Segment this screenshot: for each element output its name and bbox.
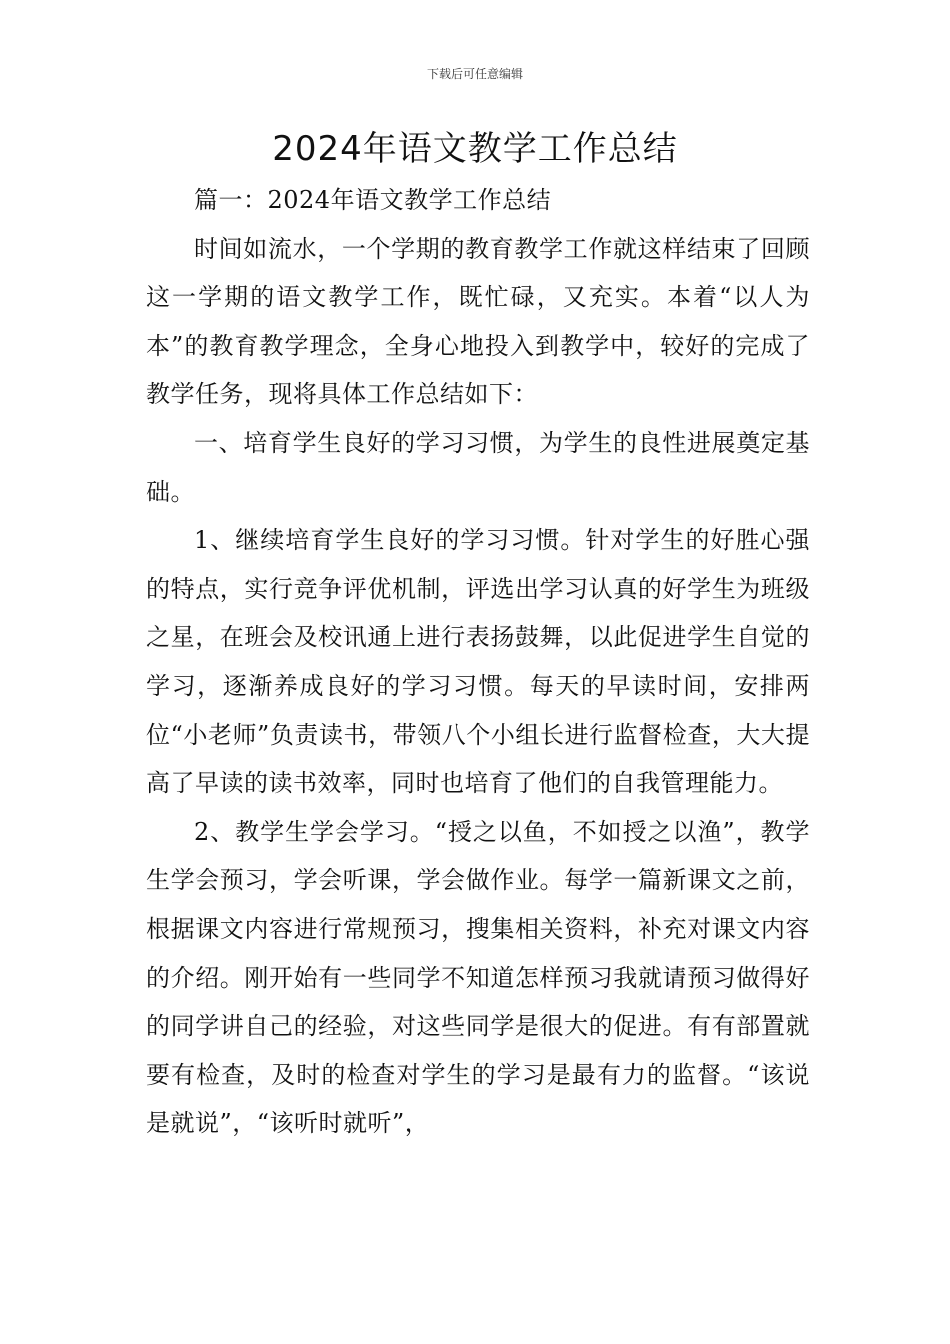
paragraph-point-2: 2、教学生学会学习。“授之以鱼，不如授之以渔”，教学生学会预习，学会听课，学会做作业。每学一篇新课文之前，根据课文内容进行常规预习，搜集相关资料，补充对课文内容的介绍。刚开始有一些同学不知道怎样预习我就请预习做得好的同学讲自己的经验，对这些同学是很大的促进。有有部置就要有检查，及时的检查对学生的学习是最有力的监督。“该说是就说”，“该听时就听”， bbox=[146, 817, 810, 1138]
document-title: 2024年语文教学工作总结 bbox=[272, 129, 678, 169]
paragraph-intro: 时间如流水，一个学期的教育教学工作就这样结束了回顾这一学期的语文教学工作，既忙碌，又充实。本着“以人为本”的教育教学理念，全身心地投入到教学中，较好的完成了教学任务，现将具体工作总结如下： bbox=[146, 234, 810, 409]
paragraph-section-heading: 一、培育学生良好的学习习惯，为学生的良性进展奠定基础。 bbox=[146, 428, 810, 506]
paragraph-subtitle: 篇一：2024年语文教学工作总结 bbox=[194, 186, 552, 214]
paragraph-point-1: 1、继续培育学生良好的学习习惯。针对学生的好胜心强的特点，实行竞争评优机制，评选出学习认真的好学生为班级之星，在班会及校讯通上进行表扬鼓舞，以此促进学生自觉的学习，逐渐养成良好的学习习惯。每天的早读时间，安排两位“小老师”负责读书，带领八个小组长进行监督检查，大大提高了早读的读书效率，同时也培育了他们的自我管理能力。 bbox=[146, 526, 810, 798]
document-body bbox=[146, 176, 810, 1148]
header-note: 下载后可任意编辑 bbox=[426, 67, 523, 81]
